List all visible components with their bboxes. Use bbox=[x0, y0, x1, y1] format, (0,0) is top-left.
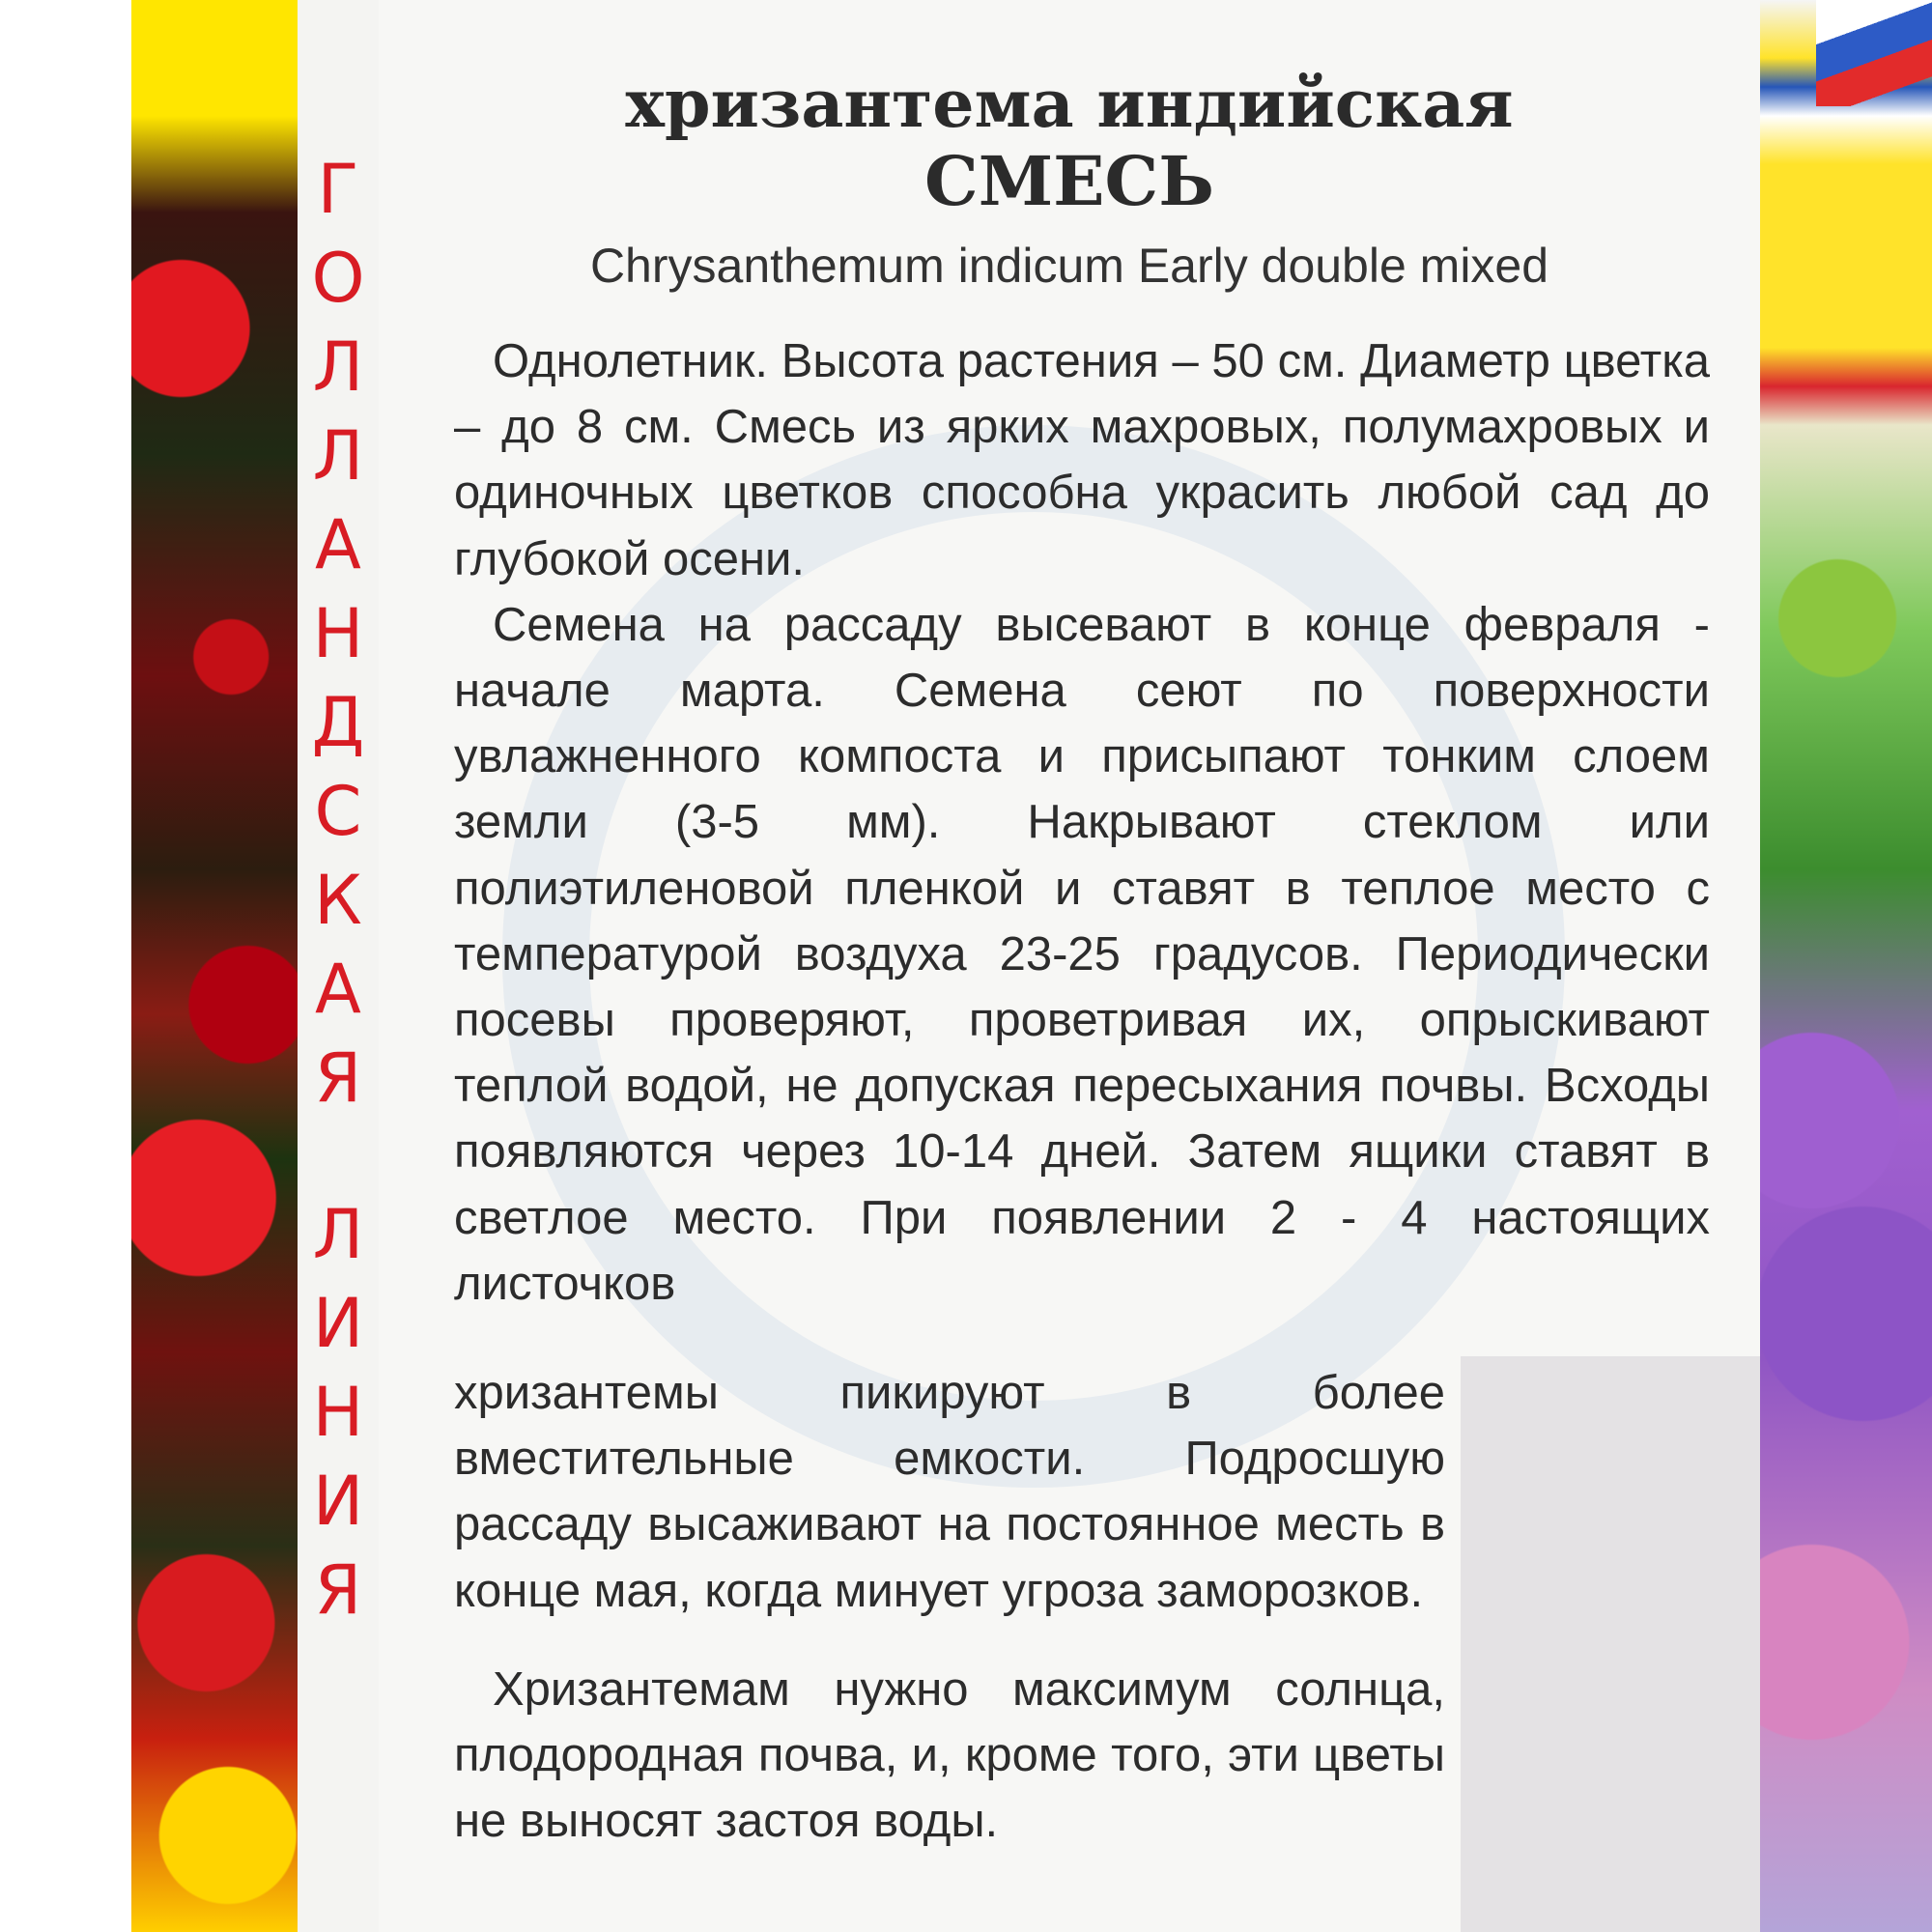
left-margin bbox=[0, 0, 131, 1932]
series-letter: И bbox=[312, 1284, 364, 1363]
series-letter: Л bbox=[312, 416, 364, 496]
flower-photo-right bbox=[1760, 0, 1932, 1932]
flag-corner bbox=[1816, 0, 1932, 106]
description-paragraph: хризантемы пикируют в более вместительные емкости. Подросшую рассаду высаживают на постоянное месть в конце мая, когда минует угроза заморозков. bbox=[454, 1367, 1445, 1617]
description-paragraph: Семена на рассаду высевают в конце февраля - начале марта. Семена сеют по поверхности увлажненного компоста и присыпают тонким слоем земли (3-5 мм). Накрывают стеклом или полиэтиленовой пленкой и ставят в теплое место с температурой воздуха 23-25 градусов. Периодически посевы проверяют, проветривая их, опрыскивают теплой водой, не допуская пересыхания почвы. Всходы появляются через 10-14 дней. Затем ящики ставят в светлое место. При появлении 2 - 4 настоящих листочков bbox=[454, 598, 1710, 1310]
description-paragraph: Хризантемам нужно максимум солнца, плодородная почва, и, кроме того, эти цветы не выносят застоя воды. bbox=[454, 1662, 1445, 1848]
description-block-narrow bbox=[454, 1360, 1445, 1854]
series-letter: Д bbox=[311, 683, 365, 762]
series-letter: Я bbox=[314, 1038, 362, 1118]
flower-photo-left bbox=[131, 0, 298, 1932]
series-letter: А bbox=[315, 950, 361, 1029]
series-letter: Л bbox=[312, 1195, 364, 1274]
series-letter: А bbox=[315, 505, 361, 584]
series-letter: К bbox=[314, 861, 362, 940]
series-letter: И bbox=[312, 1462, 364, 1541]
series-letter: Г bbox=[317, 150, 359, 229]
blank-label-area bbox=[1461, 1356, 1760, 1932]
series-letter: Н bbox=[312, 1373, 364, 1452]
series-letter: Л bbox=[312, 327, 364, 407]
series-letter: О bbox=[311, 239, 365, 318]
description-block bbox=[454, 328, 1710, 1317]
series-letter: С bbox=[314, 772, 362, 851]
product-title: хризантема индийская bbox=[625, 66, 1514, 143]
series-letter: Я bbox=[314, 1550, 362, 1630]
latin-name: Chrysanthemum indicum Early double mixed bbox=[589, 239, 1549, 293]
description-paragraph: Однолетник. Высота растения – 50 см. Диаметр цветка – до 8 см. Смесь из ярких махровых, полумахровых и одиночных цветков способна украсить любой сад до глубокой осени. bbox=[454, 335, 1710, 585]
product-variety: СМЕСЬ bbox=[923, 141, 1215, 221]
vertical-series-label bbox=[301, 145, 375, 1932]
series-letter: Н bbox=[312, 594, 364, 673]
